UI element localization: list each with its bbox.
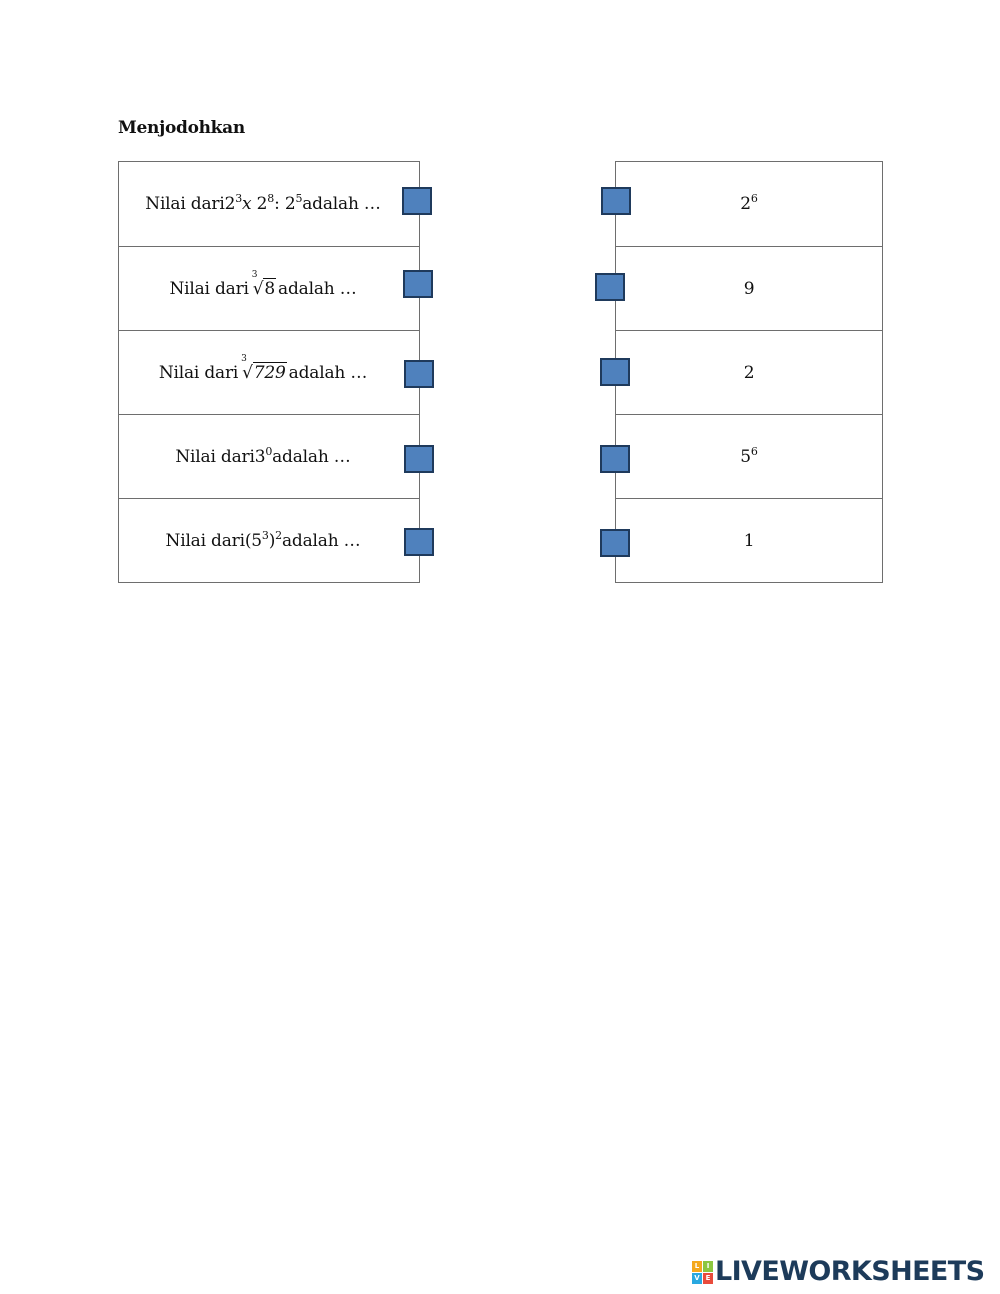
question-row xyxy=(119,330,419,414)
match-handle-right-5[interactable] xyxy=(600,529,630,557)
match-handle-right-2[interactable] xyxy=(595,273,625,301)
question-text: Nilai dari $2^3x$ $2^8$: $2^5$ adalah … xyxy=(145,192,381,214)
match-handle-left-4[interactable] xyxy=(404,445,434,473)
question-row xyxy=(119,414,419,498)
match-handle-right-1[interactable] xyxy=(601,187,631,215)
cube-root-expression: 3 √8 xyxy=(251,269,276,299)
question-row xyxy=(119,162,419,246)
logo-mark-letter: I xyxy=(703,1261,713,1272)
answer-text: 2 xyxy=(743,362,755,383)
answer-row xyxy=(616,246,882,330)
logo-mark-letter: L xyxy=(692,1261,702,1272)
answer-text: $2^6$ xyxy=(740,192,758,214)
math-expression: $2^3x$ $2^8$: $2^5$ xyxy=(224,192,303,214)
question-text: Nilai dari 3 √8 adalah … xyxy=(169,269,357,299)
question-row xyxy=(119,246,419,330)
match-handle-left-3[interactable] xyxy=(404,360,434,388)
liveworksheets-logo xyxy=(692,1256,984,1287)
question-text: Nilai dari $(5^3)^2$ adalah … xyxy=(165,528,361,551)
answer-text: 1 xyxy=(743,530,755,551)
page-title: Menjodohkan xyxy=(118,118,245,138)
answer-row xyxy=(616,498,882,582)
question-row xyxy=(119,498,419,582)
question-text: Nilai dari $3^0$ adalah … xyxy=(175,444,351,467)
answer-text: 9 xyxy=(743,278,755,299)
math-expression: $(5^3)^2$ xyxy=(244,528,282,551)
answer-row xyxy=(616,162,882,246)
answer-text: $5^6$ xyxy=(740,444,758,467)
answer-row xyxy=(616,414,882,498)
math-expression: $3^0$ xyxy=(254,444,273,467)
answers-column xyxy=(615,161,883,583)
questions-column xyxy=(118,161,420,583)
logo-text: LIVEWORKSHEETS xyxy=(715,1256,985,1287)
question-text: Nilai dari 3 √729 adalah … xyxy=(158,353,368,383)
logo-mark-icon xyxy=(692,1261,712,1283)
cube-root-expression: 3 √729 xyxy=(241,353,286,383)
match-handle-right-3[interactable] xyxy=(600,358,630,386)
match-handle-right-4[interactable] xyxy=(600,445,630,473)
match-handle-left-2[interactable] xyxy=(403,270,433,298)
logo-mark-letter: V xyxy=(692,1273,702,1284)
logo-mark-letter: E xyxy=(703,1273,713,1284)
answer-row xyxy=(616,330,882,414)
match-handle-left-1[interactable] xyxy=(402,187,432,215)
match-handle-left-5[interactable] xyxy=(404,528,434,556)
